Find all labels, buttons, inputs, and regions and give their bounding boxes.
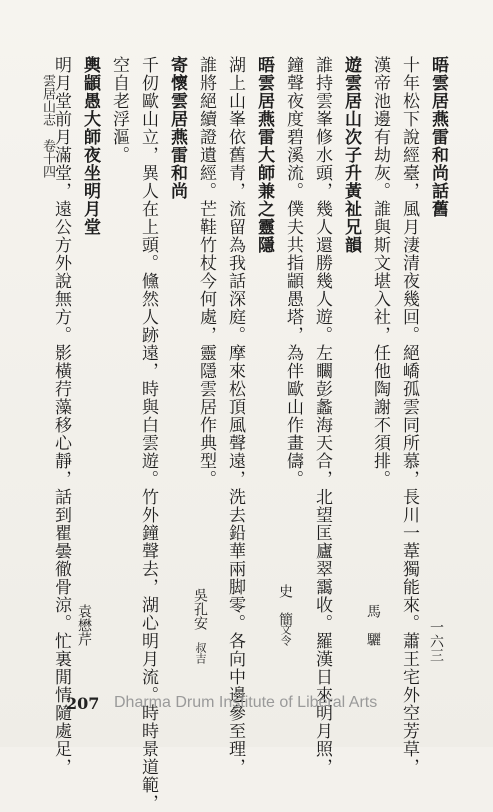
author-ma-li: 馬 驪 (365, 604, 381, 646)
watermark-text: Dharma Drum Institute of Liberal Arts (114, 694, 378, 711)
poem-line-3b: 誰將絕續證遺經。芒鞋竹杖今何處，靈隱雲居作典型。 (196, 56, 216, 488)
poem-line-4b: 空自老浮漚。 (109, 56, 129, 164)
poem-line-2b: 鐘聲夜度碧溪流。僕夫共指顓愚塔，為伴歐山作畫儔。 (283, 56, 303, 488)
poem-line-1b: 漢帝池邊有劫灰。誰與斯文堪入社，任他陶謝不須排。 (370, 56, 390, 488)
poem-line-4a: 千仞歐山立，異人在上頭。儵然人跡遠，時與白雲遊。竹外鐘聲去，湖心明月流。時時景道範， (138, 56, 158, 812)
author-shi-jian-zi: 文令 (279, 624, 292, 646)
author-shi-jian: 史 簡 (277, 584, 293, 626)
poem-title-1: 晤雲居燕雷和尚話舊 (428, 56, 448, 218)
book-header: 雲居山志 卷十四 (40, 74, 55, 178)
author-wu-kongan-zi: 叔吉 (194, 642, 207, 664)
author-yuan-maoqin: 袁懋芹 (76, 604, 92, 646)
page-folio: 一六三 (428, 620, 444, 662)
poem-title-4: 寄懷雲居燕雷和尚 (167, 56, 187, 200)
poem-line-3a: 湖上山峯依舊青，流留為我話深庭。摩來松頂風聲遠，洗去鉛華兩脚零。各向中邊參至理， (225, 56, 245, 776)
poem-line-2a: 誰持雲峯修水頭，幾人還勝幾人遊。左矙彭蠡海天合，北望匡廬翠靄收。羅漢日來明月照， (312, 56, 332, 776)
poem-title-2: 遊雲居山次子升黃祉兄韻 (341, 56, 361, 254)
poem-line-5a: 明月堂前月滿堂，遠公方外說無方。影橫荇藻移心靜，話到瞿曇徹骨涼。忙裏閒情隨處足， (51, 56, 71, 776)
poem-title-3: 晤雲居燕雷大師兼之靈隱 (254, 56, 274, 254)
poem-title-5: 輿顓愚大師夜坐明月堂 (80, 56, 100, 236)
page-number: 207 (66, 694, 100, 713)
author-wu-kongan: 吳孔安 (192, 588, 208, 630)
poem-line-1a: 十年松下說經臺，風月淒清夜幾回。絕嶠孤雲同所慕，長川一葦獨能來。蕭王宅外空芳草， (399, 56, 419, 776)
